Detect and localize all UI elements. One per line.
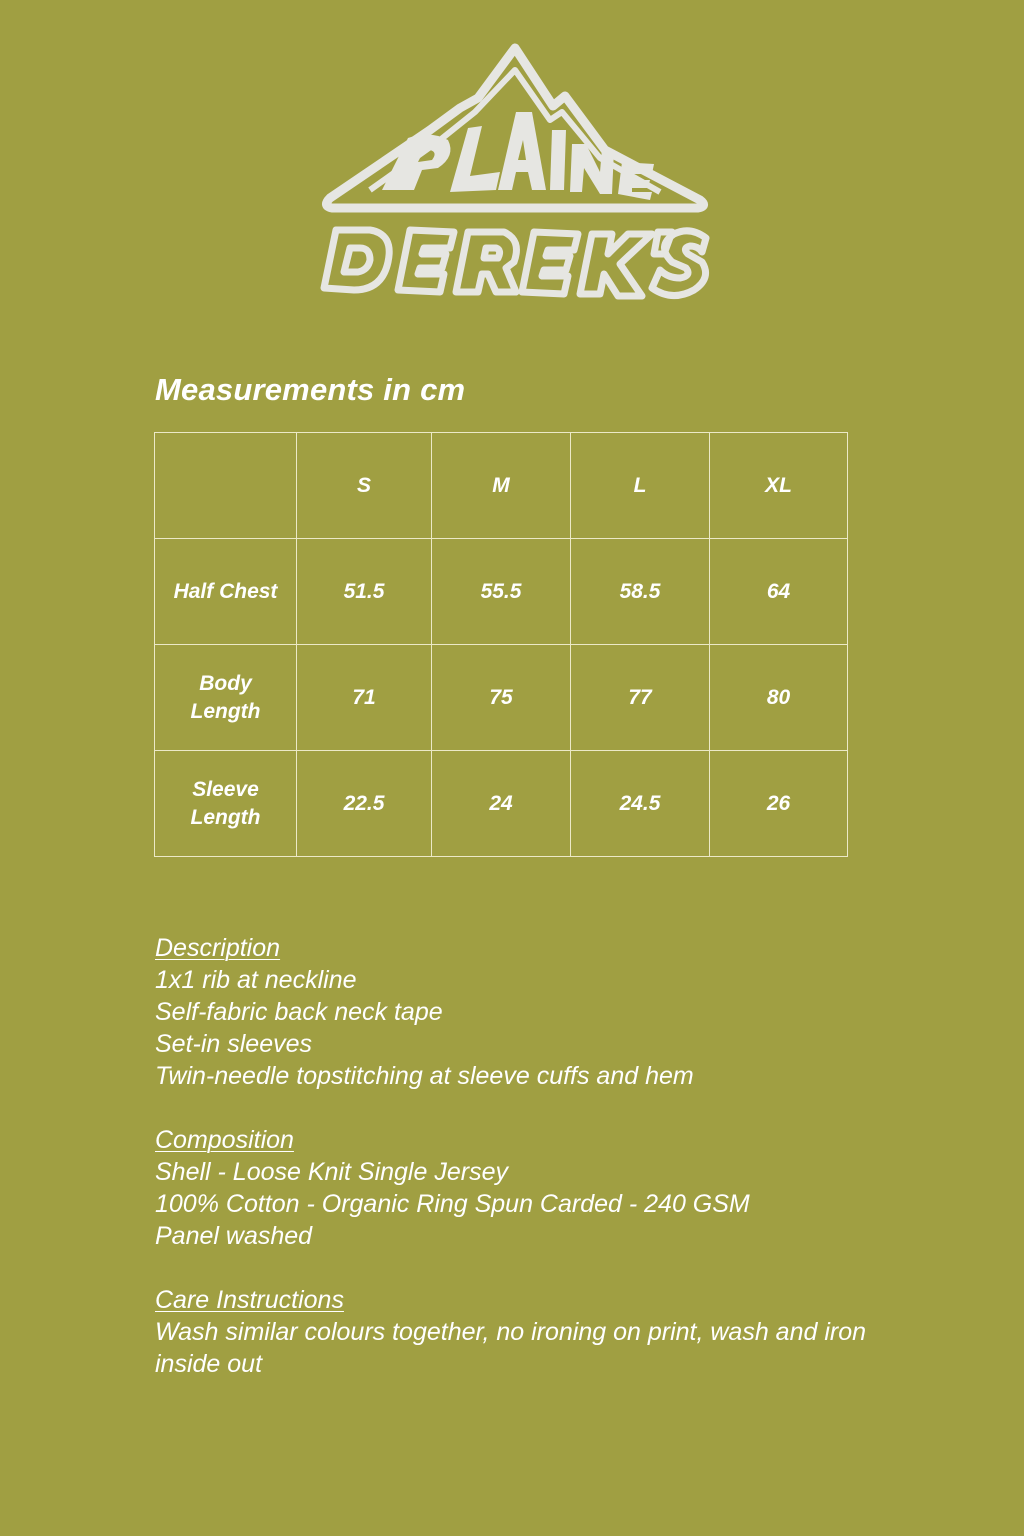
size-header: M — [432, 433, 571, 539]
measurement-cell: 77 — [571, 645, 710, 751]
composition-heading: Composition — [155, 1126, 294, 1154]
mountain-logo-icon — [310, 40, 720, 310]
description-line: 1x1 rib at neckline — [155, 966, 357, 994]
table-corner-cell — [155, 433, 297, 539]
size-header: L — [571, 433, 710, 539]
size-header: XL — [710, 433, 848, 539]
measurement-cell: 58.5 — [571, 539, 710, 645]
measurement-cell: 51.5 — [297, 539, 432, 645]
care-line: Wash similar colours together, no ironing on print, wash and iron — [155, 1318, 867, 1346]
row-label-line: Length — [190, 805, 261, 829]
composition-line: Panel washed — [155, 1222, 313, 1250]
care-line: inside out — [155, 1350, 263, 1378]
description-line: Set-in sleeves — [155, 1030, 313, 1058]
row-label-line: Body — [199, 671, 252, 695]
description-heading: Description — [155, 934, 281, 962]
table-header-row — [155, 433, 848, 539]
measurement-cell: 26 — [710, 751, 848, 857]
table-row — [155, 645, 848, 751]
composition-line: Shell - Loose Knit Single Jersey — [155, 1158, 508, 1186]
row-label-line: Sleeve — [192, 777, 259, 801]
measurement-cell: 71 — [297, 645, 432, 751]
size-header: S — [297, 433, 432, 539]
table-row — [155, 751, 848, 857]
description-line: Twin-needle topstitching at sleeve cuffs and hem — [155, 1062, 694, 1090]
measurement-cell: 55.5 — [432, 539, 571, 645]
measurements-title: Measurements in cm — [155, 372, 466, 407]
row-label-body-length — [155, 645, 297, 751]
measurement-cell: 64 — [710, 539, 848, 645]
brand-logo — [310, 40, 720, 310]
row-label-line: Half Chest — [173, 579, 278, 603]
section-spacer — [155, 1252, 945, 1284]
row-label-sleeve-length — [155, 751, 297, 857]
product-details — [155, 932, 945, 1380]
measurement-cell: 80 — [710, 645, 848, 751]
measurement-cell: 22.5 — [297, 751, 432, 857]
description-line: Self-fabric back neck tape — [155, 998, 443, 1026]
measurement-cell: 24 — [432, 751, 571, 857]
care-heading: Care Instructions — [155, 1286, 344, 1314]
size-chart-table — [154, 432, 848, 857]
row-label-line: Length — [190, 699, 261, 723]
table-row — [155, 539, 848, 645]
measurement-cell: 24.5 — [571, 751, 710, 857]
row-label-half-chest — [155, 539, 297, 645]
composition-line: 100% Cotton - Organic Ring Spun Carded - 240 GSM — [155, 1190, 750, 1218]
section-spacer — [155, 1092, 945, 1124]
measurement-cell: 75 — [432, 645, 571, 751]
